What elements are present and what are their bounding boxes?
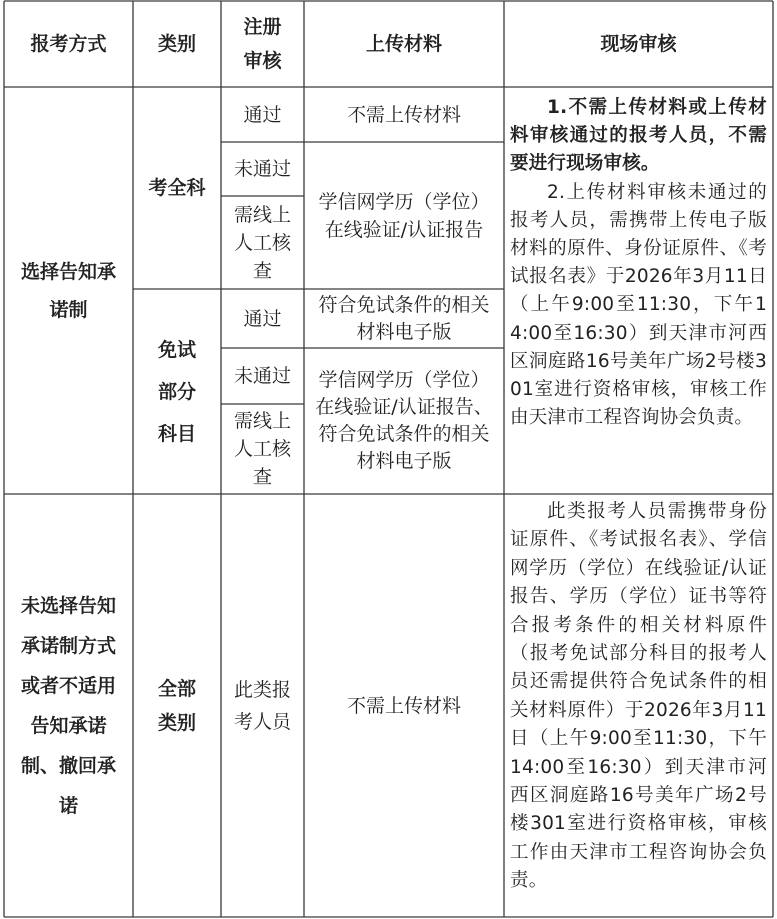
review-pass-2: 通过 <box>243 307 282 330</box>
review-pass-1: 通过 <box>243 103 282 126</box>
header-registration-review: 注册审核 <box>243 16 282 72</box>
review-this-type: 此类报考人员 <box>233 678 291 733</box>
category-all-subjects: 考全科 <box>148 177 206 199</box>
method-commitment: 选择告知承诺制 <box>20 260 116 321</box>
onsite-note-1: 1.不需上传材料或上传材料审核通过的报考人员，不需要进行现场审核。 <box>510 97 767 175</box>
header-category: 类别 <box>157 33 196 55</box>
category-exempt-subjects: 免试部分科目 <box>157 338 196 445</box>
review-manual-1: 需线上人工核查 <box>233 203 291 282</box>
review-fail-2: 未通过 <box>233 365 291 387</box>
review-fail-1: 未通过 <box>233 158 291 180</box>
review-manual-2: 需线上人工核查 <box>233 410 291 488</box>
method-no-commitment: 未选择告知承诺制方式或者不适用告知承诺制、撤回承诺 <box>20 594 116 817</box>
upload-pass-2: 符合免试条件的相关材料电子版 <box>318 293 490 343</box>
header-method: 报考方式 <box>30 33 107 55</box>
category-all-types: 全部类别 <box>157 677 196 734</box>
header-upload-materials: 上传材料 <box>365 33 442 55</box>
header-onsite-review: 现场审核 <box>600 33 677 55</box>
upload-none: 不需上传材料 <box>346 694 461 717</box>
upload-other-1: 学信网学历（学位）在线验证/认证报告 <box>318 190 490 241</box>
onsite-review-commitment <box>510 94 767 432</box>
upload-other-2: 学信网学历（学位）在线验证/认证报告、符合免试条件的相关材料电子版 <box>315 369 493 472</box>
upload-pass-1: 不需上传材料 <box>346 103 461 126</box>
onsite-review-no-commitment: 此类报考人员需携带身份证原件、《考试报名表》、学信网学历（学位）在线验证/认证报告、学历（学位）证书等符合报考条件的相关材料原件（报考免试部分科目的报考人员还需提供符合免试条件的相关材料原件）于2026年3月11日（上午9:00至11:30，下午14:00至16:30）到天津市河西区洞庭路16号美年广场2号楼301室进行资格审核，审核工作由天津市工程咨询协会负责。 <box>510 501 767 892</box>
onsite-note-2: 2.上传材料审核未通过的报考人员，需携带上传电子版材料的原件、身份证原件、《考试报名表》于2026年3月11日（上午9:00至11:30，下午14:00至16:30）到天津市河西区洞庭路16号美年广场2号楼301室进行资格审核，审核工作由天津市工程咨询协会负责。 <box>510 181 767 429</box>
